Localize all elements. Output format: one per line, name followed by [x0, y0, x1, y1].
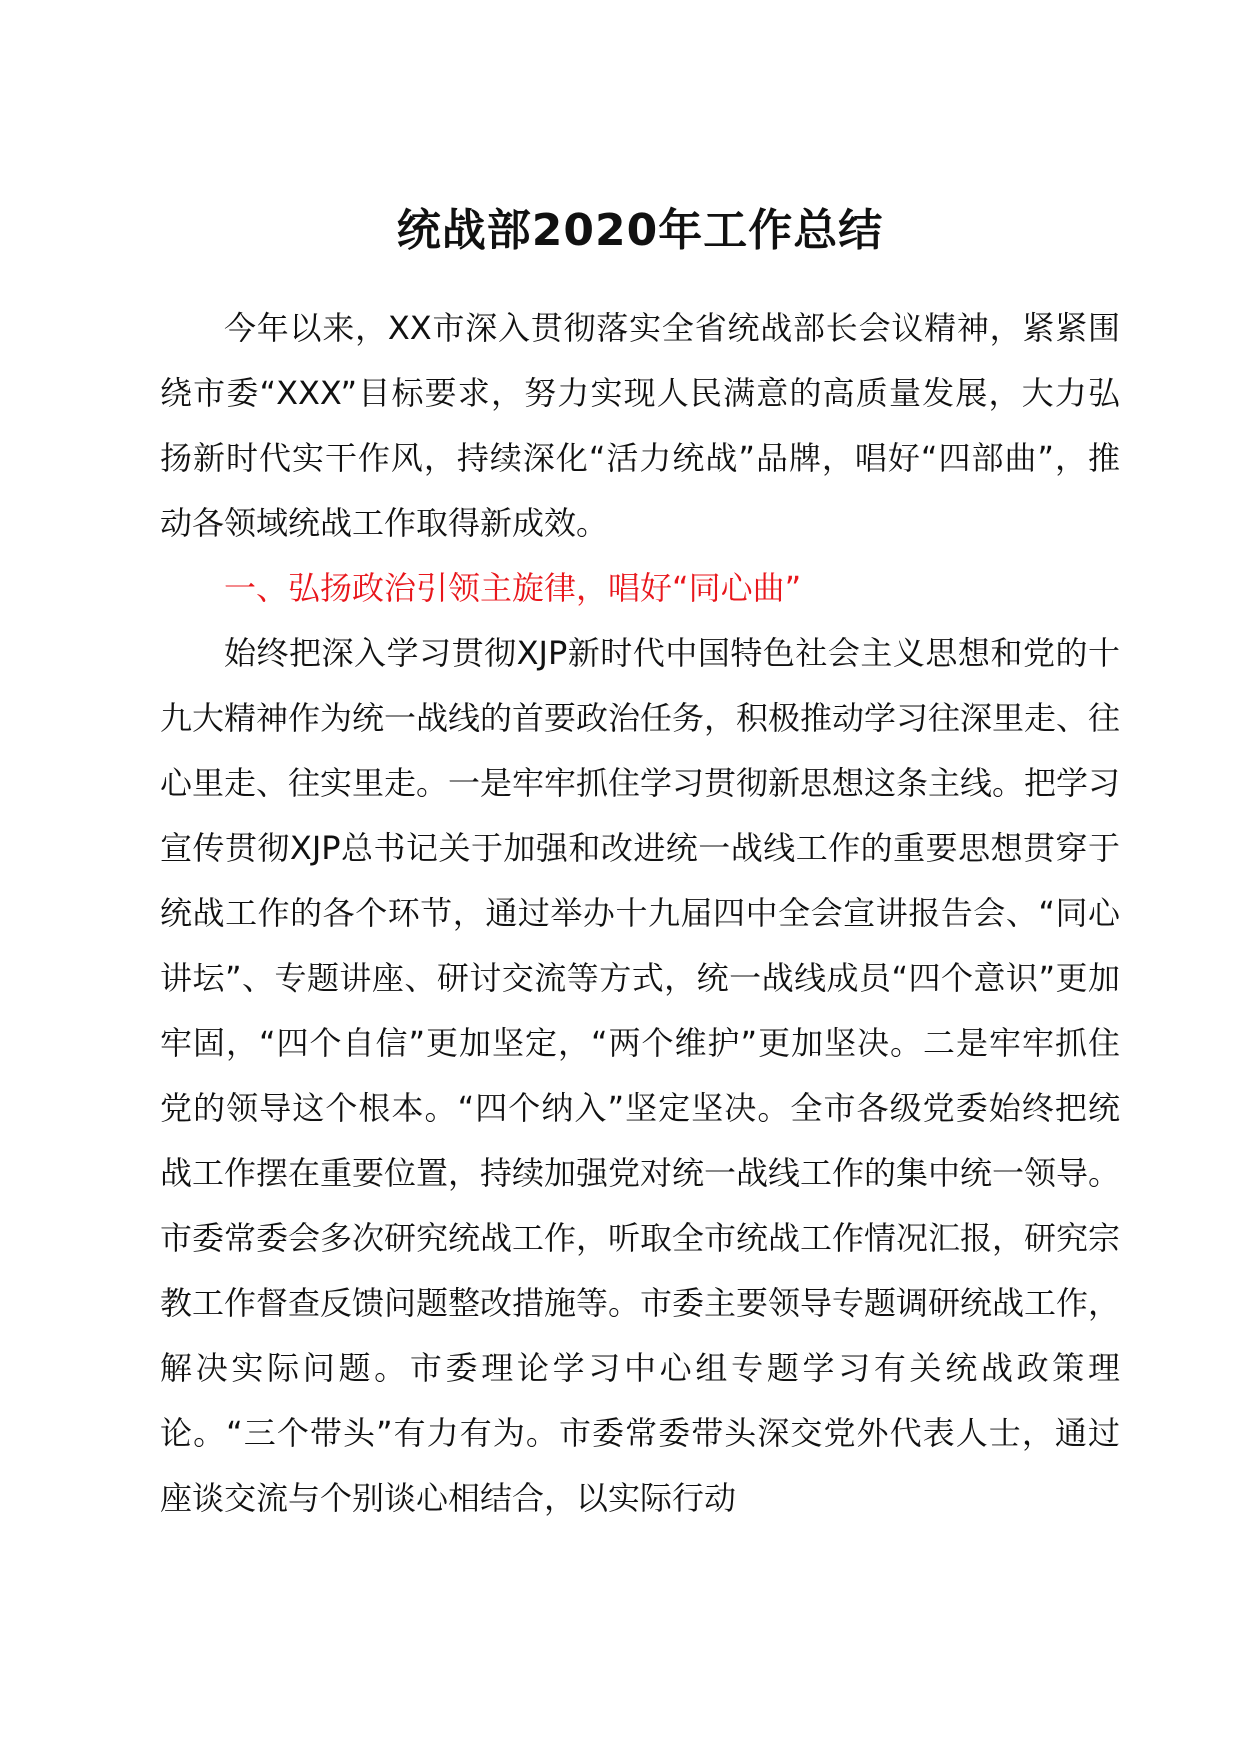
section-heading: 一、弘扬政治引领主旋律，唱好“同心曲” — [224, 569, 802, 607]
document-title: 统战部2020年工作总结 — [396, 205, 884, 256]
section-paragraph: 始终把深入学习贯彻XJP新时代中国特色社会主义思想和党的十九大精神作为统一战线的首要政治任务，积极推动学习往深里走、往心里走、往实里走。一是牢牢抓住学习贯彻新思想这条主线。把学习宣传贯彻XJP总书记关于加强和改进统一战线工作的重要思想贯穿于统战工作的各个环节，通过举办十九届四中全会宣讲报告会、“同心讲坛”、专题讲座、研讨交流等方式，统一战线成员“四个意识”更加牢固，“四个自信”更加坚定，“两个维护”更加坚决。二是牢牢抓住党的领导这个根本。“四个纳入”坚定坚决。全市各级党委始终把统战工作摆在重要位置，持续加强党对统一战线工作的集中统一领导。市委常委会多次研究统战工作，听取全市统战工作情况汇报，研究宗教工作督查反馈问题整改措施等。市委主要领导专题调研统战工作，解决实际问题。市委理论学习中心组专题学习有关统战政策理论。“三个带头”有力有为。市委常委带头深交党外代表人士，通过座谈交流与个别谈心相结合，以实际行动 — [160, 634, 1121, 1517]
document-body — [160, 296, 1120, 1531]
document-page — [160, 0, 1120, 1754]
intro-paragraph: 今年以来，XX市深入贯彻落实全省统战部长会议精神，紧紧围绕市委“XXX”目标要求，努力实现人民满意的高质量发展，大力弘扬新时代实干作风，持续深化“活力统战”品牌，唱好“四部曲”，推动各领域统战工作取得新成效。 — [160, 309, 1120, 542]
